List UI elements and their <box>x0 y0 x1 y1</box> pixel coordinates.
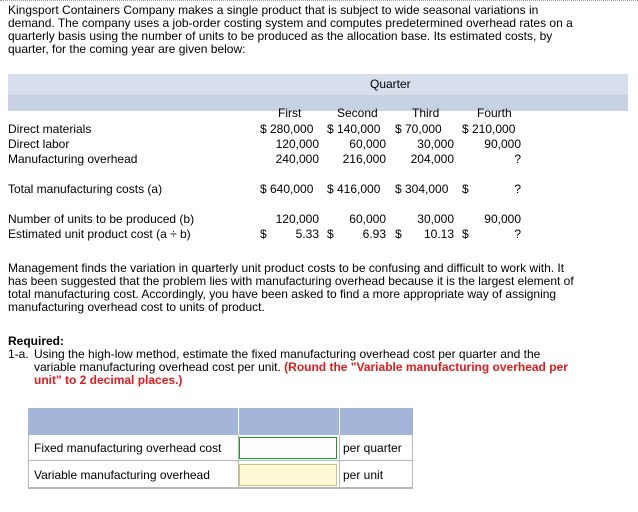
management-line: has been suggested that the problem lies with manufacturing overhead because it is the largest element of <box>8 274 574 288</box>
cell-units-second: 60,000 <box>349 212 386 226</box>
cell-oh-fourth: ? <box>514 152 521 166</box>
answer-table-header <box>28 408 413 435</box>
top-dotted-border <box>0 0 638 2</box>
cell-uc-third: 10.13 <box>423 227 454 241</box>
variable-overhead-unit: per unit <box>343 468 384 482</box>
cell-dl-first: 120,000 <box>275 137 319 151</box>
requirement-number: 1-a. <box>8 347 29 361</box>
cell-dm-second: $ 140,000 <box>327 122 381 136</box>
row-label-direct-labor: Direct labor <box>8 137 70 151</box>
management-line: Management finds the variation in quarterly unit product costs to be confusing and difficult to work with. It <box>8 261 565 275</box>
cell-dm-first: $ 280,000 <box>260 122 314 136</box>
cell-uc-third-dollar: $ <box>395 227 402 241</box>
required-heading: Required: <box>8 334 65 348</box>
row-label-total: Total manufacturing costs (a) <box>8 182 163 196</box>
answer-table <box>28 408 413 489</box>
cell-uc-second-dollar: $ <box>327 227 334 241</box>
cell-uc-fourth-dollar: $ <box>462 227 469 241</box>
intro-line: quarter, for the coming year are given below: <box>8 42 246 56</box>
row-label-units: Number of units to be produced (b) <box>8 212 195 226</box>
cell-uc-first-dollar: $ <box>260 227 267 241</box>
cell-units-first: 120,000 <box>275 212 319 226</box>
intro-line: Kingsport Containers Company makes a single product that is subject to wide seasonal variations in <box>8 3 539 17</box>
management-paragraph <box>8 262 628 314</box>
cell-total-third: $ 304,000 <box>395 182 449 196</box>
intro-line: demand. The company uses a job-order costing system and computes predetermined overhead rates on a <box>8 16 573 30</box>
cell-oh-first: 240,000 <box>275 152 319 166</box>
column-header-third: Third <box>412 106 440 120</box>
column-header-first: First <box>278 106 302 120</box>
variable-overhead-label: Variable manufacturing overhead <box>34 468 210 482</box>
row-label-direct-materials: Direct materials <box>8 122 92 136</box>
intro-line: quarterly basis using the number of units to be produced as the allocation base. Its estimated costs, by <box>8 29 553 43</box>
cell-total-fourth-dollar: $ <box>462 182 469 196</box>
column-header-fourth: Fourth <box>477 106 512 120</box>
cell-dm-fourth: $ 210,000 <box>462 122 516 136</box>
cell-uc-fourth: ? <box>514 227 521 241</box>
answer-table-border <box>28 435 413 489</box>
management-line: manufacturing overhead cost to units of product. <box>8 300 265 314</box>
cell-units-third: 30,000 <box>417 212 454 226</box>
fixed-overhead-label: Fixed manufacturing overhead cost <box>34 441 222 455</box>
column-header-second: Second <box>337 106 378 120</box>
intro-paragraph <box>8 4 628 56</box>
cell-dl-third: 30,000 <box>417 137 454 151</box>
rounding-instruction: (Round the "Variable manufacturing overhead per <box>284 360 568 374</box>
cell-dm-third: $ 70,000 <box>395 122 442 136</box>
answer-col-divider <box>238 435 239 489</box>
cell-total-fourth: ? <box>514 182 521 196</box>
row-label-overhead: Manufacturing overhead <box>8 152 138 166</box>
rounding-instruction-cont: unit" to 2 decimal places.) <box>34 373 183 387</box>
cell-uc-first: 5.33 <box>295 227 319 241</box>
requirement-line-2: variable manufacturing overhead cost per unit. <box>34 360 281 374</box>
cell-total-second: $ 416,000 <box>327 182 381 196</box>
cell-oh-third: 204,000 <box>410 152 454 166</box>
cell-units-fourth: 90,000 <box>484 212 521 226</box>
row-label-unit-cost: Estimated unit product cost (a ÷ b) <box>8 227 191 241</box>
quarter-heading: Quarter <box>370 77 411 91</box>
fixed-overhead-unit: per quarter <box>343 441 402 455</box>
management-line: total manufacturing cost. Accordingly, you have been asked to find a more appropriate way of assigning <box>8 287 557 301</box>
answer-col-divider <box>339 435 340 489</box>
quarter-header-band <box>8 69 628 105</box>
cell-oh-second: 216,000 <box>342 152 386 166</box>
cell-total-first: $ 640,000 <box>260 182 314 196</box>
cell-dl-fourth: 90,000 <box>484 137 521 151</box>
requirement-1a <box>8 348 628 387</box>
cell-uc-second: 6.93 <box>362 227 386 241</box>
requirement-line-1: Using the high-low method, estimate the fixed manufacturing overhead cost per quarter and the <box>34 347 541 361</box>
cell-dl-second: 60,000 <box>349 137 386 151</box>
